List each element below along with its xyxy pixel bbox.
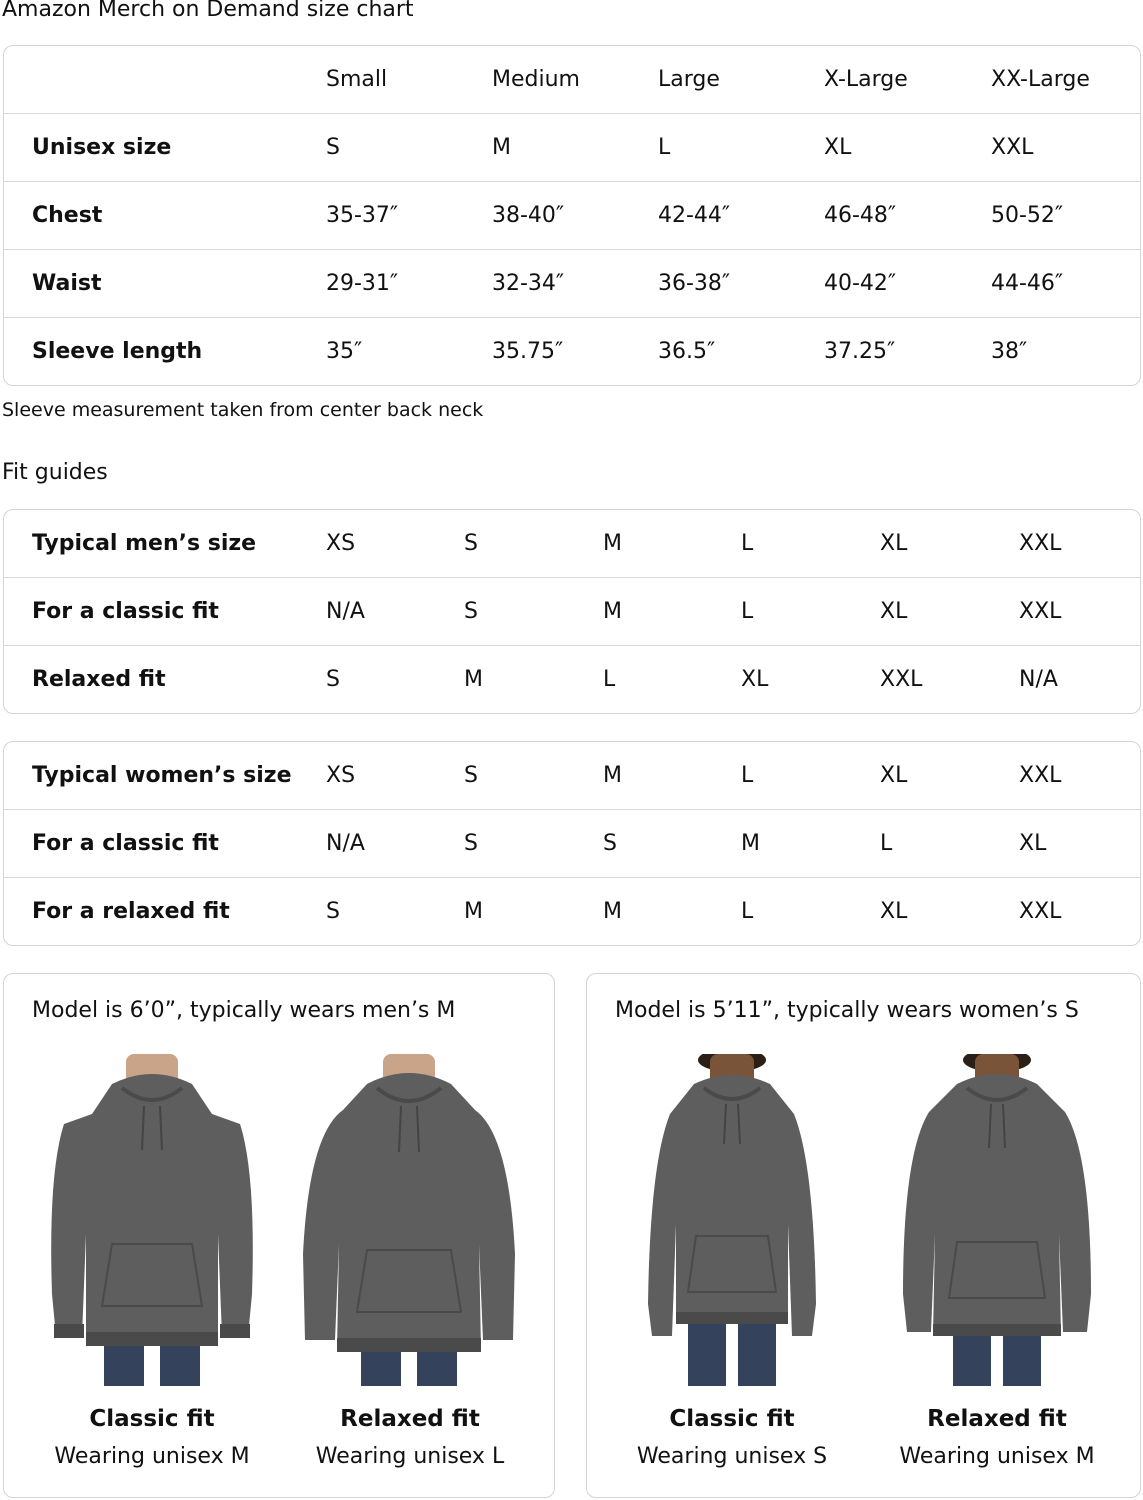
size-chart-header-row (4, 46, 1140, 114)
table-cell: M (492, 135, 511, 160)
table-cell: XL (1019, 831, 1047, 856)
column-header: Small (326, 67, 388, 92)
fit-row (4, 646, 1140, 713)
womens-relaxed-wearing-caption: Wearing unisex M (899, 1444, 1095, 1469)
table-cell: S (464, 831, 478, 856)
table-cell: S (326, 899, 340, 924)
table-cell: 50-52″ (991, 203, 1064, 228)
table-cell: XL (824, 135, 852, 160)
fit-guides-title: Fit guides (2, 460, 108, 485)
mens-model-title: Model is 6’0”, typically wears men’s M (32, 998, 456, 1023)
table-cell: 38-40″ (492, 203, 565, 228)
table-cell: S (326, 667, 340, 692)
mens-relaxed-wearing-caption: Wearing unisex L (315, 1444, 505, 1469)
womens-classic-wearing-caption: Wearing unisex S (636, 1444, 828, 1469)
male-model-classic-fit-photo (42, 1054, 262, 1386)
table-cell: XL (880, 599, 908, 624)
table-cell: L (603, 667, 616, 692)
table-cell: 35-37″ (326, 203, 399, 228)
sleeve-note: Sleeve measurement taken from center back neck (2, 399, 484, 421)
row-label: Typical women’s size (32, 763, 292, 788)
mens-classic-wearing-caption: Wearing unisex M (54, 1444, 250, 1469)
table-cell: 35.75″ (492, 339, 564, 364)
row-label: For a relaxed fit (32, 899, 230, 924)
row-label: For a classic fit (32, 831, 219, 856)
table-cell: L (658, 135, 671, 160)
table-cell: 35″ (326, 339, 363, 364)
table-cell: L (741, 763, 754, 788)
male-model-relaxed-fit-photo (299, 1054, 519, 1386)
womens-classic-fit-caption: Classic fit (669, 1406, 795, 1432)
table-cell: L (741, 899, 754, 924)
female-model-relaxed-fit-photo (887, 1054, 1107, 1386)
table-cell: XL (880, 899, 908, 924)
column-header: Large (658, 67, 720, 92)
size-chart-row (4, 250, 1140, 318)
table-cell: XS (326, 763, 356, 788)
column-header: XX-Large (991, 67, 1090, 92)
table-cell: M (603, 531, 622, 556)
table-cell: XL (880, 763, 908, 788)
table-cell: M (603, 599, 622, 624)
table-cell: XXL (880, 667, 923, 692)
fit-row (4, 742, 1140, 810)
table-cell: M (464, 899, 483, 924)
table-cell: 42-44″ (658, 203, 731, 228)
row-label: Sleeve length (32, 339, 203, 364)
table-cell: 36-38″ (658, 271, 731, 296)
table-cell: M (603, 899, 622, 924)
row-label: Waist (32, 271, 102, 296)
fit-row (4, 810, 1140, 878)
table-cell: 38″ (991, 339, 1028, 364)
table-cell: L (741, 599, 754, 624)
table-cell: N/A (1019, 667, 1058, 692)
fit-row (4, 578, 1140, 646)
mens-classic-fit-caption: Classic fit (89, 1406, 215, 1432)
table-cell: XXL (1019, 531, 1062, 556)
size-chart-row (4, 182, 1140, 250)
row-label: Chest (32, 203, 103, 228)
table-cell: 29-31″ (326, 271, 399, 296)
table-cell: 32-34″ (492, 271, 565, 296)
table-cell: L (880, 831, 893, 856)
table-cell: XXL (1019, 899, 1062, 924)
table-cell: S (464, 763, 478, 788)
table-cell: S (326, 135, 340, 160)
mens-model-card (3, 973, 555, 1498)
row-label: For a classic fit (32, 599, 219, 624)
table-cell: M (464, 667, 483, 692)
column-header: Medium (492, 67, 580, 92)
table-cell: M (603, 763, 622, 788)
table-cell: XXL (1019, 599, 1062, 624)
size-chart-title: Amazon Merch on Demand size chart (2, 0, 414, 22)
table-cell: S (464, 531, 478, 556)
table-cell: N/A (326, 831, 365, 856)
womens-model-card (586, 973, 1141, 1498)
table-cell: 46-48″ (824, 203, 897, 228)
fit-row (4, 878, 1140, 945)
womens-model-title: Model is 5’11”, typically wears women’s S (615, 998, 1079, 1023)
table-cell: M (741, 831, 760, 856)
mens-relaxed-fit-caption: Relaxed fit (340, 1406, 480, 1432)
table-cell: S (603, 831, 617, 856)
womens-relaxed-fit-caption: Relaxed fit (927, 1406, 1067, 1432)
female-model-classic-fit-photo (622, 1054, 842, 1386)
table-cell: 36.5″ (658, 339, 716, 364)
table-cell: S (464, 599, 478, 624)
table-cell: XL (741, 667, 769, 692)
fit-row (4, 510, 1140, 578)
table-cell: 37.25″ (824, 339, 896, 364)
row-label: Typical men’s size (32, 531, 257, 556)
column-header: X-Large (824, 67, 908, 92)
table-cell: 40-42″ (824, 271, 897, 296)
row-label: Unisex size (32, 135, 172, 160)
row-label: Relaxed fit (32, 667, 166, 692)
table-cell: XL (880, 531, 908, 556)
womens-fit-table (3, 741, 1141, 946)
size-chart-table (3, 45, 1141, 386)
table-cell: 44-46″ (991, 271, 1064, 296)
table-cell: XXL (991, 135, 1034, 160)
table-cell: L (741, 531, 754, 556)
table-cell: N/A (326, 599, 365, 624)
size-chart-row (4, 318, 1140, 385)
mens-fit-table (3, 509, 1141, 714)
table-cell: XXL (1019, 763, 1062, 788)
table-cell: XS (326, 531, 356, 556)
size-chart-row (4, 114, 1140, 182)
